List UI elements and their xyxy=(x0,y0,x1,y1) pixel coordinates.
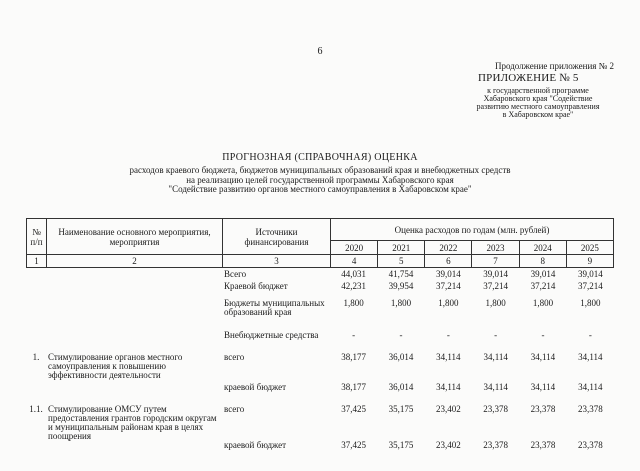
row-funding-source: всего xyxy=(224,352,245,362)
column-number: 1 xyxy=(27,255,47,268)
row-value: 36,014 xyxy=(388,352,414,362)
row-number xyxy=(26,299,46,331)
header-year: 2023 xyxy=(472,241,519,255)
row-value: 23,378 xyxy=(530,440,556,450)
row-value: 1,800 xyxy=(485,298,506,308)
column-number: 4 xyxy=(331,255,378,268)
table-row xyxy=(26,282,614,299)
header-num: № п/п xyxy=(27,219,47,255)
row-value: 41,754 xyxy=(388,269,414,279)
continuation-note: Продолжение приложения № 2 xyxy=(494,61,614,71)
row-number xyxy=(26,383,46,405)
row-funding-source: Бюджеты муниципальных образований края xyxy=(224,298,325,317)
row-value: 37,214 xyxy=(577,281,603,291)
row-value: 34,114 xyxy=(483,382,508,392)
appendix-title: ПРИЛОЖЕНИЕ № 5 xyxy=(478,72,579,84)
table-row xyxy=(26,441,614,471)
appendix-note-line: развитию местного самоуправления xyxy=(476,102,600,111)
appendix-note-line: к государственной программе xyxy=(487,86,589,95)
row-value: 39,014 xyxy=(530,269,556,279)
row-activity-name xyxy=(46,270,222,282)
row-activity-name xyxy=(46,331,222,353)
row-value: - xyxy=(588,330,592,340)
header-estimate: Оценка расходов по годам (млн. рублей) xyxy=(331,219,614,241)
estimate-table-body xyxy=(26,270,614,471)
page-number: 6 xyxy=(317,46,323,57)
header-year: 2021 xyxy=(378,241,425,255)
row-value: 37,214 xyxy=(530,281,556,291)
row-value: 1,800 xyxy=(343,298,364,308)
row-value: - xyxy=(494,330,498,340)
row-activity-name: Стимулирование ОМСУ путем предоставления грантов городским округам и муниципальным районам края в целях поощрения xyxy=(48,404,217,441)
row-value: 1,800 xyxy=(390,298,412,308)
row-value: 34,114 xyxy=(578,352,603,362)
header-year: 2020 xyxy=(331,241,378,255)
row-funding-source: Всего xyxy=(224,269,247,279)
table-row xyxy=(26,299,614,331)
row-funding-source: Краевой бюджет xyxy=(224,281,288,291)
row-value: 37,214 xyxy=(483,281,509,291)
table-row xyxy=(26,331,614,353)
header-source: Источники финансирования xyxy=(223,219,331,255)
table-row xyxy=(26,270,614,282)
column-number: 3 xyxy=(223,255,331,268)
row-value: 38,177 xyxy=(341,382,367,392)
row-activity-name: Стимулирование органов местного самоуправления к повышению эффективности деятельности xyxy=(48,352,183,380)
row-number xyxy=(26,282,46,299)
header-year: 2022 xyxy=(425,241,472,255)
column-number: 2 xyxy=(47,255,223,268)
row-value: - xyxy=(399,330,403,340)
row-value: 34,114 xyxy=(436,352,461,362)
row-funding-source: краевой бюджет xyxy=(224,440,287,450)
row-value: - xyxy=(446,330,450,340)
row-number: 1. xyxy=(32,352,40,362)
row-value: 23,402 xyxy=(435,404,461,414)
row-value: 37,425 xyxy=(341,404,367,414)
row-activity-name xyxy=(46,441,222,471)
document-title: ПРОГНОЗНАЯ (СПРАВОЧНАЯ) ОЦЕНКА xyxy=(222,152,418,163)
row-value: - xyxy=(352,330,356,340)
table-row xyxy=(26,405,614,441)
row-number xyxy=(26,441,46,471)
row-activity-name xyxy=(46,299,222,331)
row-value: 23,378 xyxy=(577,440,603,450)
row-value: 34,114 xyxy=(483,352,508,362)
appendix-note xyxy=(458,87,618,119)
row-activity-name xyxy=(46,383,222,405)
row-value: 44,031 xyxy=(341,269,367,279)
row-value: 34,114 xyxy=(530,382,556,392)
row-value: 39,014 xyxy=(577,269,603,279)
row-value: 39,014 xyxy=(483,269,509,279)
row-value: 39,954 xyxy=(388,281,414,291)
row-value: 36,014 xyxy=(388,382,414,392)
row-value: 35,175 xyxy=(388,440,414,450)
column-number: 5 xyxy=(378,255,425,268)
row-value: 38,177 xyxy=(341,352,367,362)
subtitle-line: "Содействие развитию органов местного самоуправления в Хабаровском крае" xyxy=(168,184,472,194)
row-value: 23,378 xyxy=(577,404,603,414)
appendix-note-line: в Хабаровском крае" xyxy=(502,110,574,119)
row-activity-name xyxy=(46,282,222,299)
row-value: 34,114 xyxy=(578,382,603,392)
header-year: 2024 xyxy=(519,241,566,255)
row-value: 1,800 xyxy=(580,298,601,308)
row-value: 23,378 xyxy=(530,404,556,414)
column-number: 7 xyxy=(472,255,519,268)
row-funding-source: краевой бюджет xyxy=(224,382,287,392)
row-value: 34,114 xyxy=(436,382,461,392)
header-year: 2025 xyxy=(566,241,613,255)
column-number: 6 xyxy=(425,255,472,268)
row-value: 42,231 xyxy=(341,281,367,291)
row-value: - xyxy=(541,330,545,340)
row-number xyxy=(26,270,46,282)
row-value: 37,425 xyxy=(341,440,367,450)
row-value: 23,378 xyxy=(483,440,509,450)
column-number: 9 xyxy=(566,255,613,268)
document-subtitle xyxy=(60,166,580,195)
subtitle-line: расходов краевого бюджета, бюджетов муниципальных образований края и внебюджетных средств xyxy=(129,165,511,175)
row-value: 1,800 xyxy=(532,298,554,308)
row-value: 23,402 xyxy=(435,440,461,450)
column-number: 8 xyxy=(519,255,566,268)
table-row xyxy=(26,353,614,383)
row-value: 34,114 xyxy=(530,352,556,362)
appendix-note-line: Хабаровского края "Содействие xyxy=(483,94,593,103)
row-value: 23,378 xyxy=(483,404,509,414)
header-name: Наименование основного мероприятия, мероприятия xyxy=(47,219,223,255)
row-number xyxy=(26,331,46,353)
row-value: 35,175 xyxy=(388,404,414,414)
row-funding-source: Внебюджетные средства xyxy=(224,330,319,340)
row-value: 39,014 xyxy=(435,269,461,279)
row-funding-source: всего xyxy=(224,404,245,414)
estimate-table-header xyxy=(26,218,614,268)
table-row xyxy=(26,383,614,405)
row-value: 37,214 xyxy=(435,281,461,291)
row-value: 1,800 xyxy=(438,298,459,308)
row-number: 1.1. xyxy=(29,404,43,414)
subtitle-line: на реализацию целей государственной программы Хабаровского края xyxy=(186,174,454,185)
